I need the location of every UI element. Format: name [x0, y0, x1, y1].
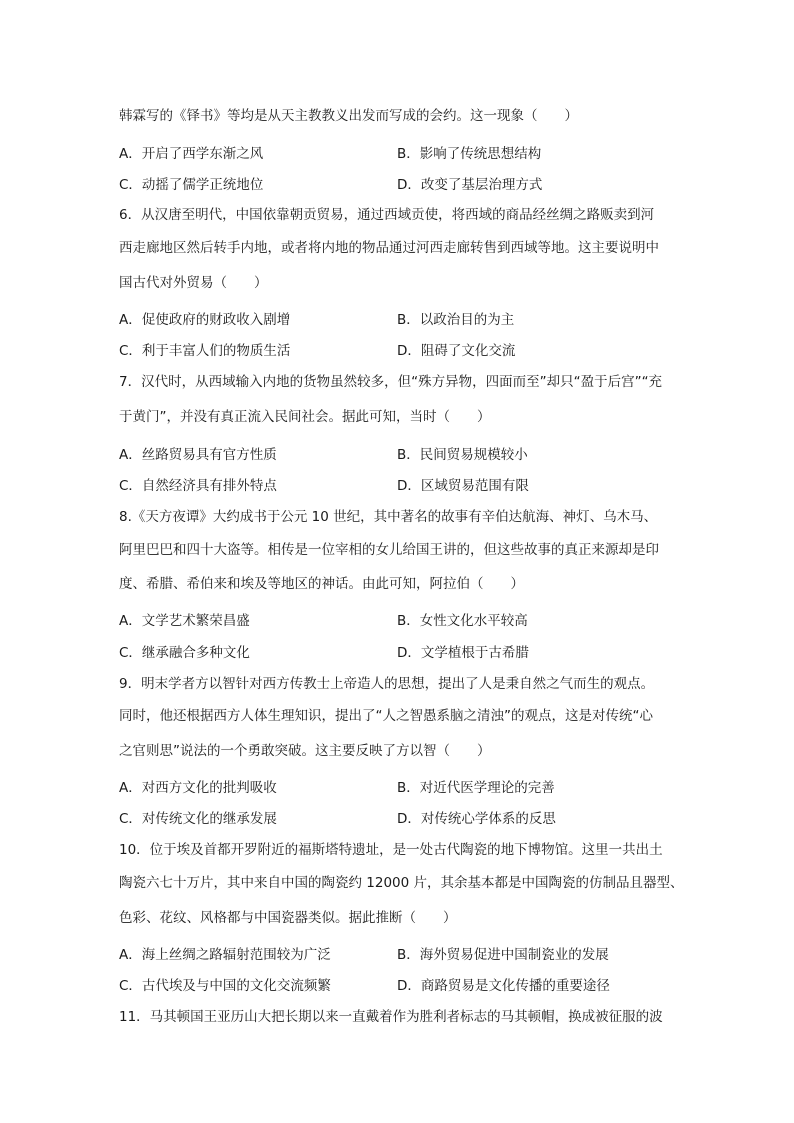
q10-stem-line-3: 色彩、花纹、风格都与中国瓷器类似。据此推断（ ） — [119, 910, 457, 926]
q10-stem-line-2: 陶瓷六七十万片，其中来自中国的陶瓷约 12000 片，其余基本都是中国陶瓷的仿制品且器型、 — [119, 875, 684, 891]
q8-stem-line-3: 度、希腊、希伯来和埃及等地区的神话。由此可知，阿拉伯（ ） — [119, 576, 524, 592]
q7-stem-line-1: 7．汉代时，从西域输入内地的货物虽然较多，但“殊方异物，四面而至”却只“盈于后宫”“充 — [119, 374, 663, 390]
q6-option-b[interactable]: B．以政治目的为主 — [397, 312, 515, 328]
q9-stem-line-3: 之官则思”说法的一个勇敢突破。这主要反映了方以智（ ） — [119, 743, 491, 759]
q7-stem-line-2: 于黄门”，并没有真正流入民间社会。据此可知，当时（ ） — [119, 409, 491, 425]
q8-stem-line-1: 8.《天方夜谭》大约成书于公元 10 世纪，其中著名的故事有辛伯达航海、神灯、乌木马、 — [119, 509, 658, 525]
q8-option-c[interactable]: C．继承融合多种文化 — [119, 645, 250, 661]
q6-stem-line-2: 西走廊地区然后转手内地，或者将内地的物品通过河西走廊转售到西域等地。这主要说明中 — [119, 240, 659, 256]
q10-option-d[interactable]: D．商路贸易是文化传播的重要途径 — [397, 978, 610, 994]
q7-option-c[interactable]: C．自然经济具有排外特点 — [119, 478, 277, 494]
q10-option-c[interactable]: C．古代埃及与中国的文化交流频繁 — [119, 978, 331, 994]
q9-stem-line-1: 9．明末学者方以智针对西方传教士上帝造人的思想，提出了人是秉自然之气而生的观点。 — [119, 676, 655, 692]
q7-option-d[interactable]: D．区域贸易范围有限 — [397, 478, 529, 494]
q6-option-c[interactable]: C．利于丰富人们的物质生活 — [119, 343, 291, 359]
q9-option-c[interactable]: C．对传统文化的继承发展 — [119, 811, 277, 827]
q10-option-b[interactable]: B．海外贸易促进中国制瓷业的发展 — [397, 947, 609, 963]
q8-option-b[interactable]: B．女性文化水平较高 — [397, 613, 528, 629]
q10-option-a[interactable]: A．海上丝绸之路辐射范围较为广泛 — [119, 947, 331, 963]
q6-stem-line-3: 国古代对外贸易（ ） — [119, 275, 268, 291]
q9-option-b[interactable]: B．对近代医学理论的完善 — [397, 780, 555, 796]
q5-stem-tail: 韩霖写的《铎书》等均是从天主教教义出发而写成的会约。这一现象（ ） — [119, 108, 578, 124]
q8-option-d[interactable]: D．文学植根于古希腊 — [397, 645, 529, 661]
q5-option-a[interactable]: A．开启了西学东渐之风 — [119, 146, 264, 162]
q9-stem-line-2: 同时，他还根据西方人体生理知识，提出了“人之智愚系脑之清浊”的观点，这是对传统“心 — [119, 708, 653, 724]
q7-option-a[interactable]: A．丝路贸易具有官方性质 — [119, 447, 277, 463]
q6-stem-line-1: 6．从汉唐至明代，中国依靠朝贡贸易，通过西域贡使，将西域的商品经丝绸之路贩卖到河 — [119, 207, 655, 223]
q11-stem-line-1: 11．马其顿国王亚历山大把长期以来一直戴着作为胜利者标志的马其顿帽，换成被征服的波 — [119, 1009, 663, 1025]
q6-option-d[interactable]: D．阻碍了文化交流 — [397, 343, 516, 359]
q7-option-b[interactable]: B．民间贸易规模较小 — [397, 447, 528, 463]
q9-option-d[interactable]: D．对传统心学体系的反思 — [397, 811, 556, 827]
q5-option-d[interactable]: D．改变了基层治理方式 — [397, 177, 543, 193]
q9-option-a[interactable]: A．对西方文化的批判吸收 — [119, 780, 277, 796]
q5-option-c[interactable]: C．动摇了儒学正统地位 — [119, 177, 264, 193]
q5-option-b[interactable]: B．影响了传统思想结构 — [397, 146, 542, 162]
q8-stem-line-2: 阿里巴巴和四十大盗等。相传是一位宰相的女儿给国王讲的，但这些故事的真正来源却是印 — [119, 542, 659, 558]
q8-option-a[interactable]: A．文学艺术繁荣昌盛 — [119, 613, 250, 629]
q10-stem-line-1: 10．位于埃及首都开罗附近的福斯塔特遗址，是一处古代陶瓷的地下博物馆。这里一共出土 — [119, 842, 663, 858]
q6-option-a[interactable]: A．促使政府的财政收入剧增 — [119, 312, 291, 328]
